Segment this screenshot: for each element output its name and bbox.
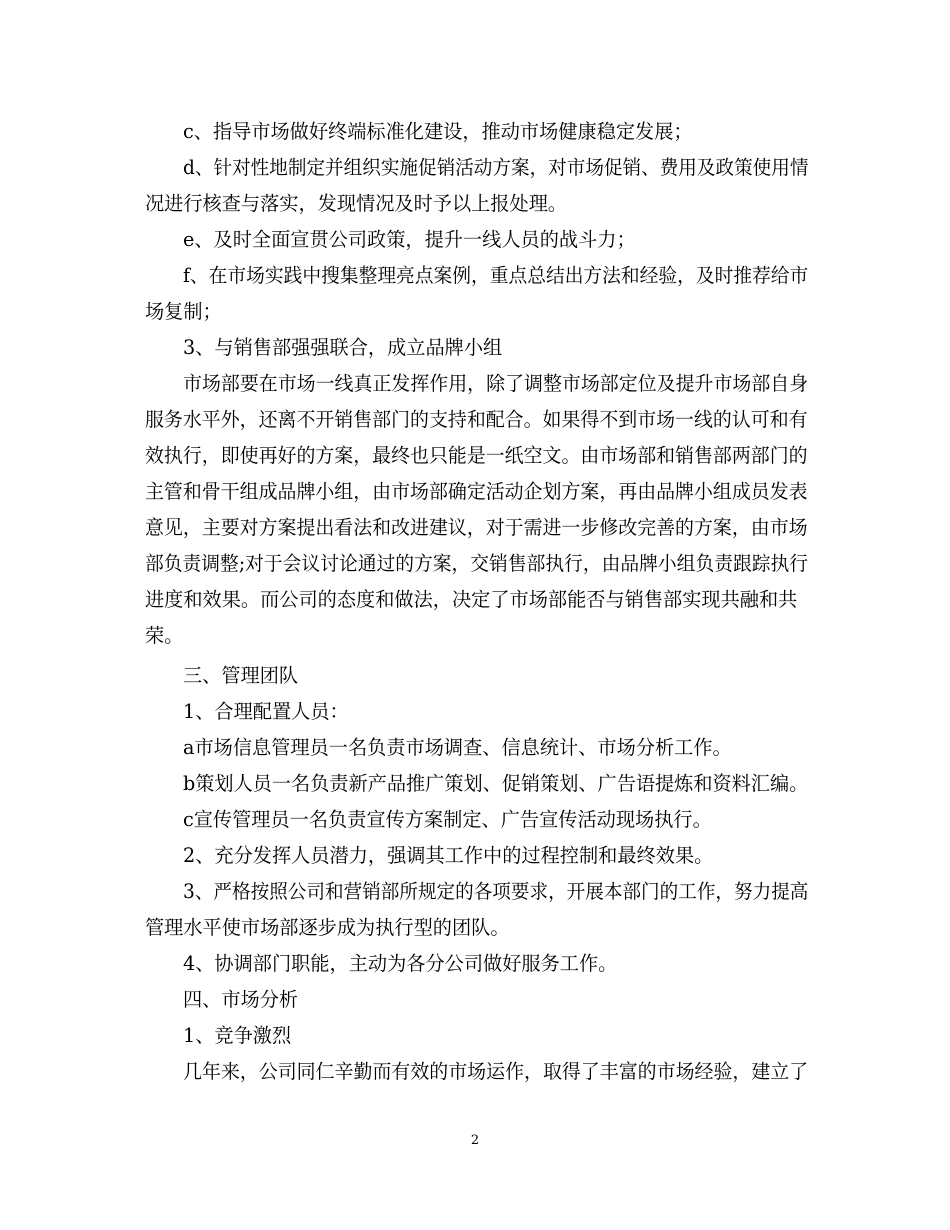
text-line: 管理水平使市场部逐步成为执行型的团队。 — [145, 916, 510, 939]
text-line: 2、充分发挥人员潜力，强调其工作中的过程控制和最终效果。 — [183, 844, 714, 867]
text-line: b策划人员一名负责新产品推广策划、促销策划、广告语提炼和资料汇编。 — [183, 772, 809, 795]
text-line: 3、严格按照公司和营销部所规定的各项要求，开展本部门的工作，努力提高 — [183, 880, 809, 903]
text-line: e、及时全面宣贯公司政策，提升一线人员的战斗力； — [183, 228, 636, 251]
text-line: 主管和骨干组成品牌小组，由市场部确定活动企划方案，再由品牌小组成员发表 — [145, 480, 808, 503]
text-line: 进度和效果。而公司的态度和做法，决定了市场部能否与销售部实现共融和共 — [145, 588, 798, 611]
text-line: 况进行核查与落实，发现情况及时予以上报处理。 — [145, 192, 568, 215]
text-line: 1、竞争激烈 — [183, 1024, 292, 1047]
text-line: 几年来，公司同仁辛勤而有效的市场运作，取得了丰富的市场经验，建立了 — [183, 1060, 809, 1083]
text-line: a市场信息管理员一名负责市场调查、信息统计、市场分析工作。 — [183, 736, 732, 759]
text-line: 1、合理配置人员： — [183, 700, 349, 723]
text-line: c、指导市场做好终端标准化建设，推动市场健康稳定发展； — [183, 120, 693, 143]
text-line: d、针对性地制定并组织实施促销活动方案，对市场促销、费用及政策使用情 — [183, 156, 809, 179]
text-line: 服务水平外，还离不开销售部门的支持和配合。如果得不到市场一线的认可和有 — [145, 408, 808, 431]
section-heading: 四、市场分析 — [183, 988, 299, 1011]
text-line: 意见，主要对方案提出看法和改进建议，对于需进一步修改完善的方案，由市场 — [145, 516, 808, 539]
text-line: 场复制； — [145, 300, 222, 323]
text-line: 部负责调整;对于会议讨论通过的方案，交销售部执行，由品牌小组负责跟踪执行 — [145, 552, 809, 575]
text-line: 市场部要在市场一线真正发挥作用，除了调整市场部定位及提升市场部自身 — [183, 372, 809, 395]
text-line: 荣。 — [145, 624, 184, 647]
text-line: 效执行，即使再好的方案，最终也只能是一纸空文。由市场部和销售部两部门的 — [145, 444, 808, 467]
section-heading: 三、管理团队 — [183, 664, 299, 687]
page-number: 2 — [470, 1133, 480, 1148]
text-line: 4、协调部门职能，主动为各分公司做好服务工作。 — [183, 952, 618, 975]
text-line: c宣传管理员一名负责宣传方案制定、广告宣传活动现场执行。 — [183, 808, 712, 831]
text-line: f、在市场实践中搜集整理亮点案例，重点总结出方法和经验，及时推荐给市 — [183, 264, 809, 287]
text-line: 3、与销售部强强联合，成立品牌小组 — [183, 336, 503, 359]
